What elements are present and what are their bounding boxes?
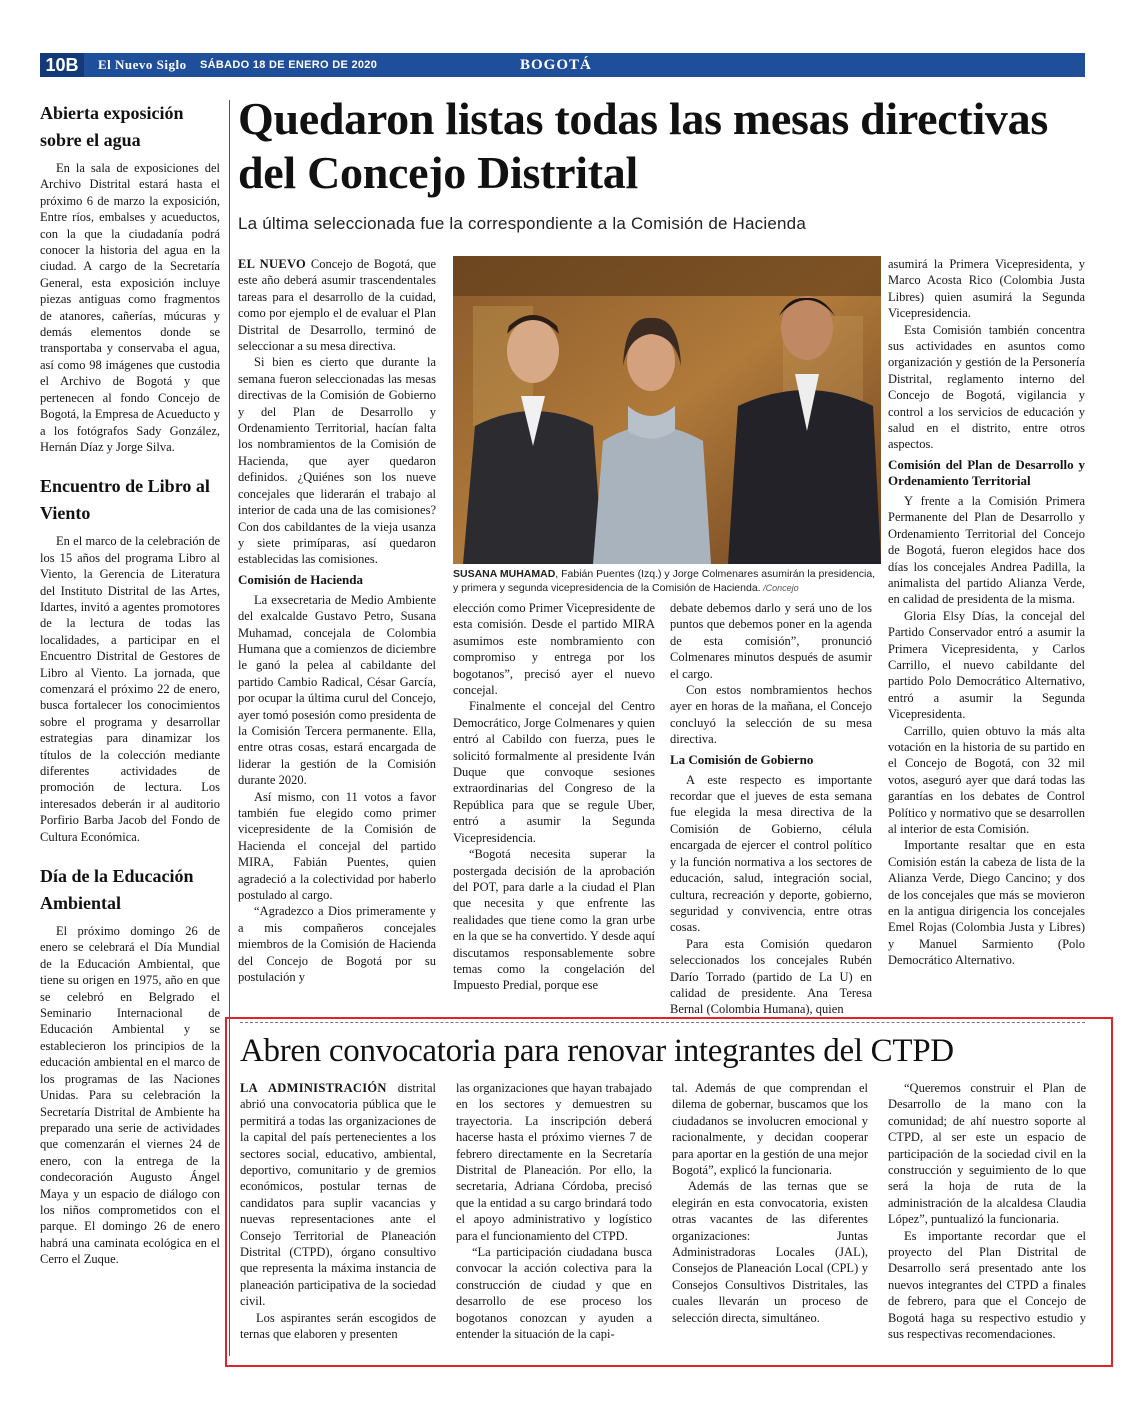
article-paragraph: Y frente a la Comisión Primera Permanente del Plan de Desarrollo y Ordenamiento Territorial del Concejo de Bogotá, fueron elegidos hace dos días los concejales Andrea Padilla, la animalista del partido Alianza Verde, en calidad de presidenta de la misma.: [888, 493, 1085, 607]
article-paragraph: Así mismo, con 11 votos a favor también fue elegido como primer vicepresidente de la Comisión de Hacienda el concejal del partido MIRA, Fabián Puentes, quien agradeció a la colectividad por haberlo postulado al cargo.: [238, 789, 436, 903]
article-paragraph: Finalmente el concejal del Centro Democrático, Jorge Colmenares y quien entró al Cabildo con fuerza, pues le solicitó formalmente al presidente Iván Duque que convoque sesiones extraordinarias del Congreso de la República para que se regule Uber, entró a asumir la Segunda Vicepresidencia.: [453, 699, 655, 845]
article-paragraph: las organizaciones que hayan trabajado en los sectores y demuestren su trayectoria. La inscripción deberá hacerse hasta el próximo viernes 7 de febrero directamente en la Secretaría Distrital de Planeación. Por ello, la secretaria, Adriana Córdoba, precisó que la entidad a su cargo brindará todo el apoyo administrativo y logístico para el funcionamiento del CTPD.: [456, 1081, 652, 1243]
article-paragraph: debate debemos darlo y será uno de los puntos que debemos poner en la agenda de esta comisión”, pronunció Colmenares minutos después de asumir el cargo.: [670, 601, 872, 681]
article-paragraph: EL NUEVO Concejo de Bogotá, que este año deberá asumir trascendentales tareas para el desarrollo de la cuidad, como por ejemplo el de evaluar el Plan Distrital de Desarrollo, terminó de seleccionar a su mesa directiva.: [238, 257, 436, 354]
article-column-2: [453, 600, 655, 994]
photo-three-councilors: [453, 256, 881, 564]
issue-date: SÁBADO 18 DE ENERO DE 2020: [200, 59, 378, 71]
brief-item: [40, 863, 220, 1268]
article-paragraph: LA ADMINISTRACIÓN distrital abrió una convocatoria pública que le permitirá a todas las organizaciones de la capital del país pertenecientes a los sectores social, educativo, ambiental, deportivo, comunitario y de gremios económicos, postular ternas de candidatos para suplir vacancias y nuevas representaciones ante el Consejo Territorial de Planeación Distrital (CTPD), órgano consultivo que representa la máxima instancia de planeación participativa de la sociedad civil.: [240, 1081, 436, 1309]
article-paragraph: Si bien es cierto que durante la semana fueron seleccionadas las mesas directivas de la Comisión de Gobierno y del Plan de Desarrollo y Ordenamiento Territorial, hacían falta los nombramientos de la Comisión de Hacienda, que ayer quedaron definidos. ¿Quiénes son los nueve concejales que liderarán el trabajo al interior de cada una de las comisiones? Con dos cabildantes de la vieja usanza y siete primíparas, así quedaron establecidas las comisiones.: [238, 355, 436, 567]
article-paragraph: A este respecto es importante recordar que el jueves de esta semana fue elegida la mesa directiva de la Comisión de Gobierno, célula encargada de ejercer el control político y la función normativa a los sectores de educación, salud, integración social, cultura, recreación y deporte, gobierno, seguridad y convivencia, entre otras cosas.: [670, 772, 872, 935]
article-paragraph: Para esta Comisión quedaron seleccionados los concejales Rubén Darío Torrado (partido de La U) en calidad de presidente. Ana Teresa Bernal (Colombia Humana), quien: [670, 936, 872, 1017]
article-paragraph: La exsecretaria de Medio Ambiente del exalcalde Gustavo Petro, Susana Muhamad, concejala de Colombia Humana que a comienzos de diciembre le ganó la pelea al cabildante del partido Cambio Radical, César García, por ocupar la última curul del Concejo, ayer tomó posesión como presidenta de la Comisión Tercera permanente. Ella, entre otras cosas, estará encargada de liderar la gestión de la Comisión durante 2020.: [238, 592, 436, 788]
article-paragraph: tal. Además de que comprendan el dilema de gobernar, buscamos que los ciudadanos se involucren emocional y racionalmente, y decidan cooperar para aportar en la gestión de una mejor Bogotá”, explicó la funcionaria.: [672, 1081, 868, 1178]
article-paragraph: asumirá la Primera Vicepresidenta, y Marco Acosta Rico (Colombia Justa Libres) quien asumirá la Segunda Vicepresidencia.: [888, 257, 1085, 321]
brief-item: [40, 100, 220, 455]
brief-title: Encuentro de Libro al Viento: [40, 476, 210, 524]
article-paragraph: Con estos nombramientos hechos ayer en horas de la mañana, el Concejo concluyó la selección de su mesa directiva.: [670, 683, 872, 747]
article-paragraph: Es importante recordar que el proyecto del Plan Distrital de Desarrollo será presentado ante los nuevos integrantes del CTPD a finales de febrero, para que el Concejo de Bogotá haga su respectivo estudio y sus respectivas recomendaciones.: [888, 1228, 1086, 1342]
article-paragraph: “Bogotá necesita superar la postergada decisión de la aprobación del POT, para darle a la ciudad el Plan que necesita y que enfrente las realidades que tiene como la gran urbe en la que se ha convertido. Y desde aquí discutamos responsablemente sobre temas como la congelación del Impuesto Predial, porque ese: [453, 847, 655, 993]
article-paragraph: “Agradezco a Dios primeramente y a mis compañeros concejales miembros de la Comisión de Hacienda del Concejo de Bogotá por su postulación y: [238, 904, 436, 985]
article-subhead: La última seleccionada fue la correspondiente a la Comisión de Hacienda: [238, 214, 806, 233]
page-header-bar: [40, 53, 1085, 77]
brief-body: El próximo domingo 26 de enero se celebrará el Día Mundial de la Educación Ambiental, que tiene su origen en 1975, año en que se celebró en Belgrado el Seminario Internacional de Educación Ambiental y se establecieron los principios de la educación ambiental en el marco de los programas de las Naciones Unidas. Para su celebración la Secretaría Distrital de Ambiente ha preparado una serie de actividades que comenzarán el viernes 24 de enero, con la entrega de la condecoración Augusto Ángel Maya y un espacio de diálogo con los niños comprometidos con el parque. El domingo 26 de enero habrá una caminata ecológica en el Cerro el Zuque.: [40, 924, 220, 1267]
article-paragraph: elección como Primer Vicepresidente de esta comisión. Desde el partido MIRA asumimos este nombramiento con compromiso y entrega por los bogotanos”, precisó ayer el nuevo concejal.: [453, 601, 655, 698]
article2-headline: Abren convocatoria para renovar integrantes del CTPD: [240, 1033, 954, 1069]
brief-body: En el marco de la celebración de los 15 años del programa Libro al Viento, la Gerencia de Literatura del Instituto Distrital de las Artes, Idartes, invitó a agentes promotores de la lectura de todas las localidades, a participar en el Encuentro Distrital de Gestores de Libro al Viento. La jornada, que comenzará el próximo 22 de enero, busca fortalecer los conocimientos sobre el programa y desarrollar estrategias para dinamizar los títulos de la colección mediante diferentes actividades de promoción de lectura. Los interesados deberán ir al auditorio Porfirio Barba Jacob del Fondo de Cultura Económica.: [40, 534, 220, 844]
article2-column-3: [672, 1080, 868, 1326]
dashed-rule: [240, 1022, 1085, 1024]
article-paragraph: “La participación ciudadana busca convocar la acción colectiva para la construcción de ciudad y que en desarrollo de ese proceso los bogotanos conozcan y ayuden a entender la situación de la capi-: [456, 1245, 652, 1342]
subheading: Comisión de Hacienda: [238, 571, 363, 587]
article-photo: [453, 256, 881, 564]
photo-caption: SUSANA MUHAMAD, Fabián Puentes (Izq.) y Jorge Colmenares asumirán la presidencia, y primera y segunda vicepresidencia de la Comisión de Hacienda. /Concejo: [453, 568, 876, 594]
article-headline: Quedaron listas todas las mesas directivas del Concejo Distrital: [238, 93, 1048, 198]
page-number: 10B: [40, 53, 84, 77]
section-name: BOGOTÁ: [520, 57, 592, 73]
sidebar-briefs: [40, 100, 220, 1286]
article-column-1: [238, 256, 436, 985]
lead-in: LA ADMINISTRACIÓN: [240, 1081, 387, 1095]
article-paragraph: Gloria Elsy Días, la concejal del Partido Conservador entró a asumir la Primera Vicepresidenta, y Carlos Carrillo, el nuevo cabildante del partido Polo Democrático Alternativo, entró a asumir la Segunda Vicepresidenta.: [888, 608, 1085, 722]
newspaper-name: El Nuevo Siglo: [98, 57, 187, 72]
photo-credit: /Concejo: [760, 583, 799, 593]
brief-title: Abierta exposición sobre el agua: [40, 103, 184, 150]
article2-column-1: [240, 1080, 436, 1343]
subheading: La Comisión de Gobierno: [670, 751, 814, 767]
article2-column-4: [888, 1080, 1086, 1343]
article-paragraph: Esta Comisión también concentra sus actividades en asuntos como organización y gestión de la Personería Distrital, reglamento interno del Concejo de Bogotá, vigilancia y control a los servicios de educación y salud en el distrito, entre otros aspectos.: [888, 322, 1085, 452]
article-paragraph: Importante resaltar que en esta Comisión están la cabeza de lista de la Alianza Verde, Diego Cancino; y dos de los concejales que más se movieron en la antigua dirigencia los concejales Emel Rojas (Colombia Justa y Libres) y Manuel Sarmiento (Polo Democrático Alternativo.: [888, 838, 1085, 968]
lead-in: EL NUEVO: [238, 257, 307, 271]
article-paragraph: Además de las ternas que se elegirán en esta convocatoria, existen otras vacantes de las diferentes organizaciones: Juntas Administradoras Locales (JAL), Consejos de Planeación Local (CPL) y Consejos Consultivos Distritales, las cuales llevarán un proceso de selección directa, simultáneo.: [672, 1179, 868, 1325]
article2-column-2: [456, 1080, 652, 1343]
article-paragraph: Carrillo, quien obtuvo la más alta votación en la historia de su partido en el Concejo de Bogotá, con 32 mil votos, aseguró ayer que dará todas las garantías en los debates de Control Político y normativo que se desarrollen al interior de esta Comisión.: [888, 723, 1085, 836]
brief-item: [40, 473, 220, 845]
article-column-3: [670, 600, 872, 1018]
article-column-4: [888, 256, 1085, 969]
article-paragraph: “Queremos construir el Plan de Desarrollo de la mano con la comunidad; de ahí nuestro soporte al CTPD, al ser este un espacio de participación de la sociedad civil en la construcción y seguimiento de lo que será la hoja de ruta de la administración de la alcaldesa Claudia López”, puntualizó la funcionaria.: [888, 1081, 1086, 1227]
subheading: Comisión del Plan de Desarrollo y Ordenamiento Territorial: [888, 456, 1085, 488]
brief-title: Día de la Educación Ambiental: [40, 866, 194, 914]
article-paragraph: Los aspirantes serán escogidos de ternas que elaboren y presenten: [240, 1310, 436, 1342]
brief-body: En la sala de exposiciones del Archivo Distrital estará hasta el próximo 6 de marzo la exposición, Entre ríos, embalses y acueductos, con la que la ciudadanía podrá conocer la historia del agua en la ciudad. A cargo de la Secretaría General, esta exposición incluye piezas antiguas como fragmentos de atanores, cañerías, múcuras y demás elementos donde se transportaba y conservaba el agua, así como 98 imágenes que custodia el Archivo de Bogotá y que pertenecen al fondo Concejo de Bogotá, la Empresa de Acueducto y a los fotógrafos Sady González, Hernán Díaz y Jorge Silva.: [40, 161, 220, 454]
